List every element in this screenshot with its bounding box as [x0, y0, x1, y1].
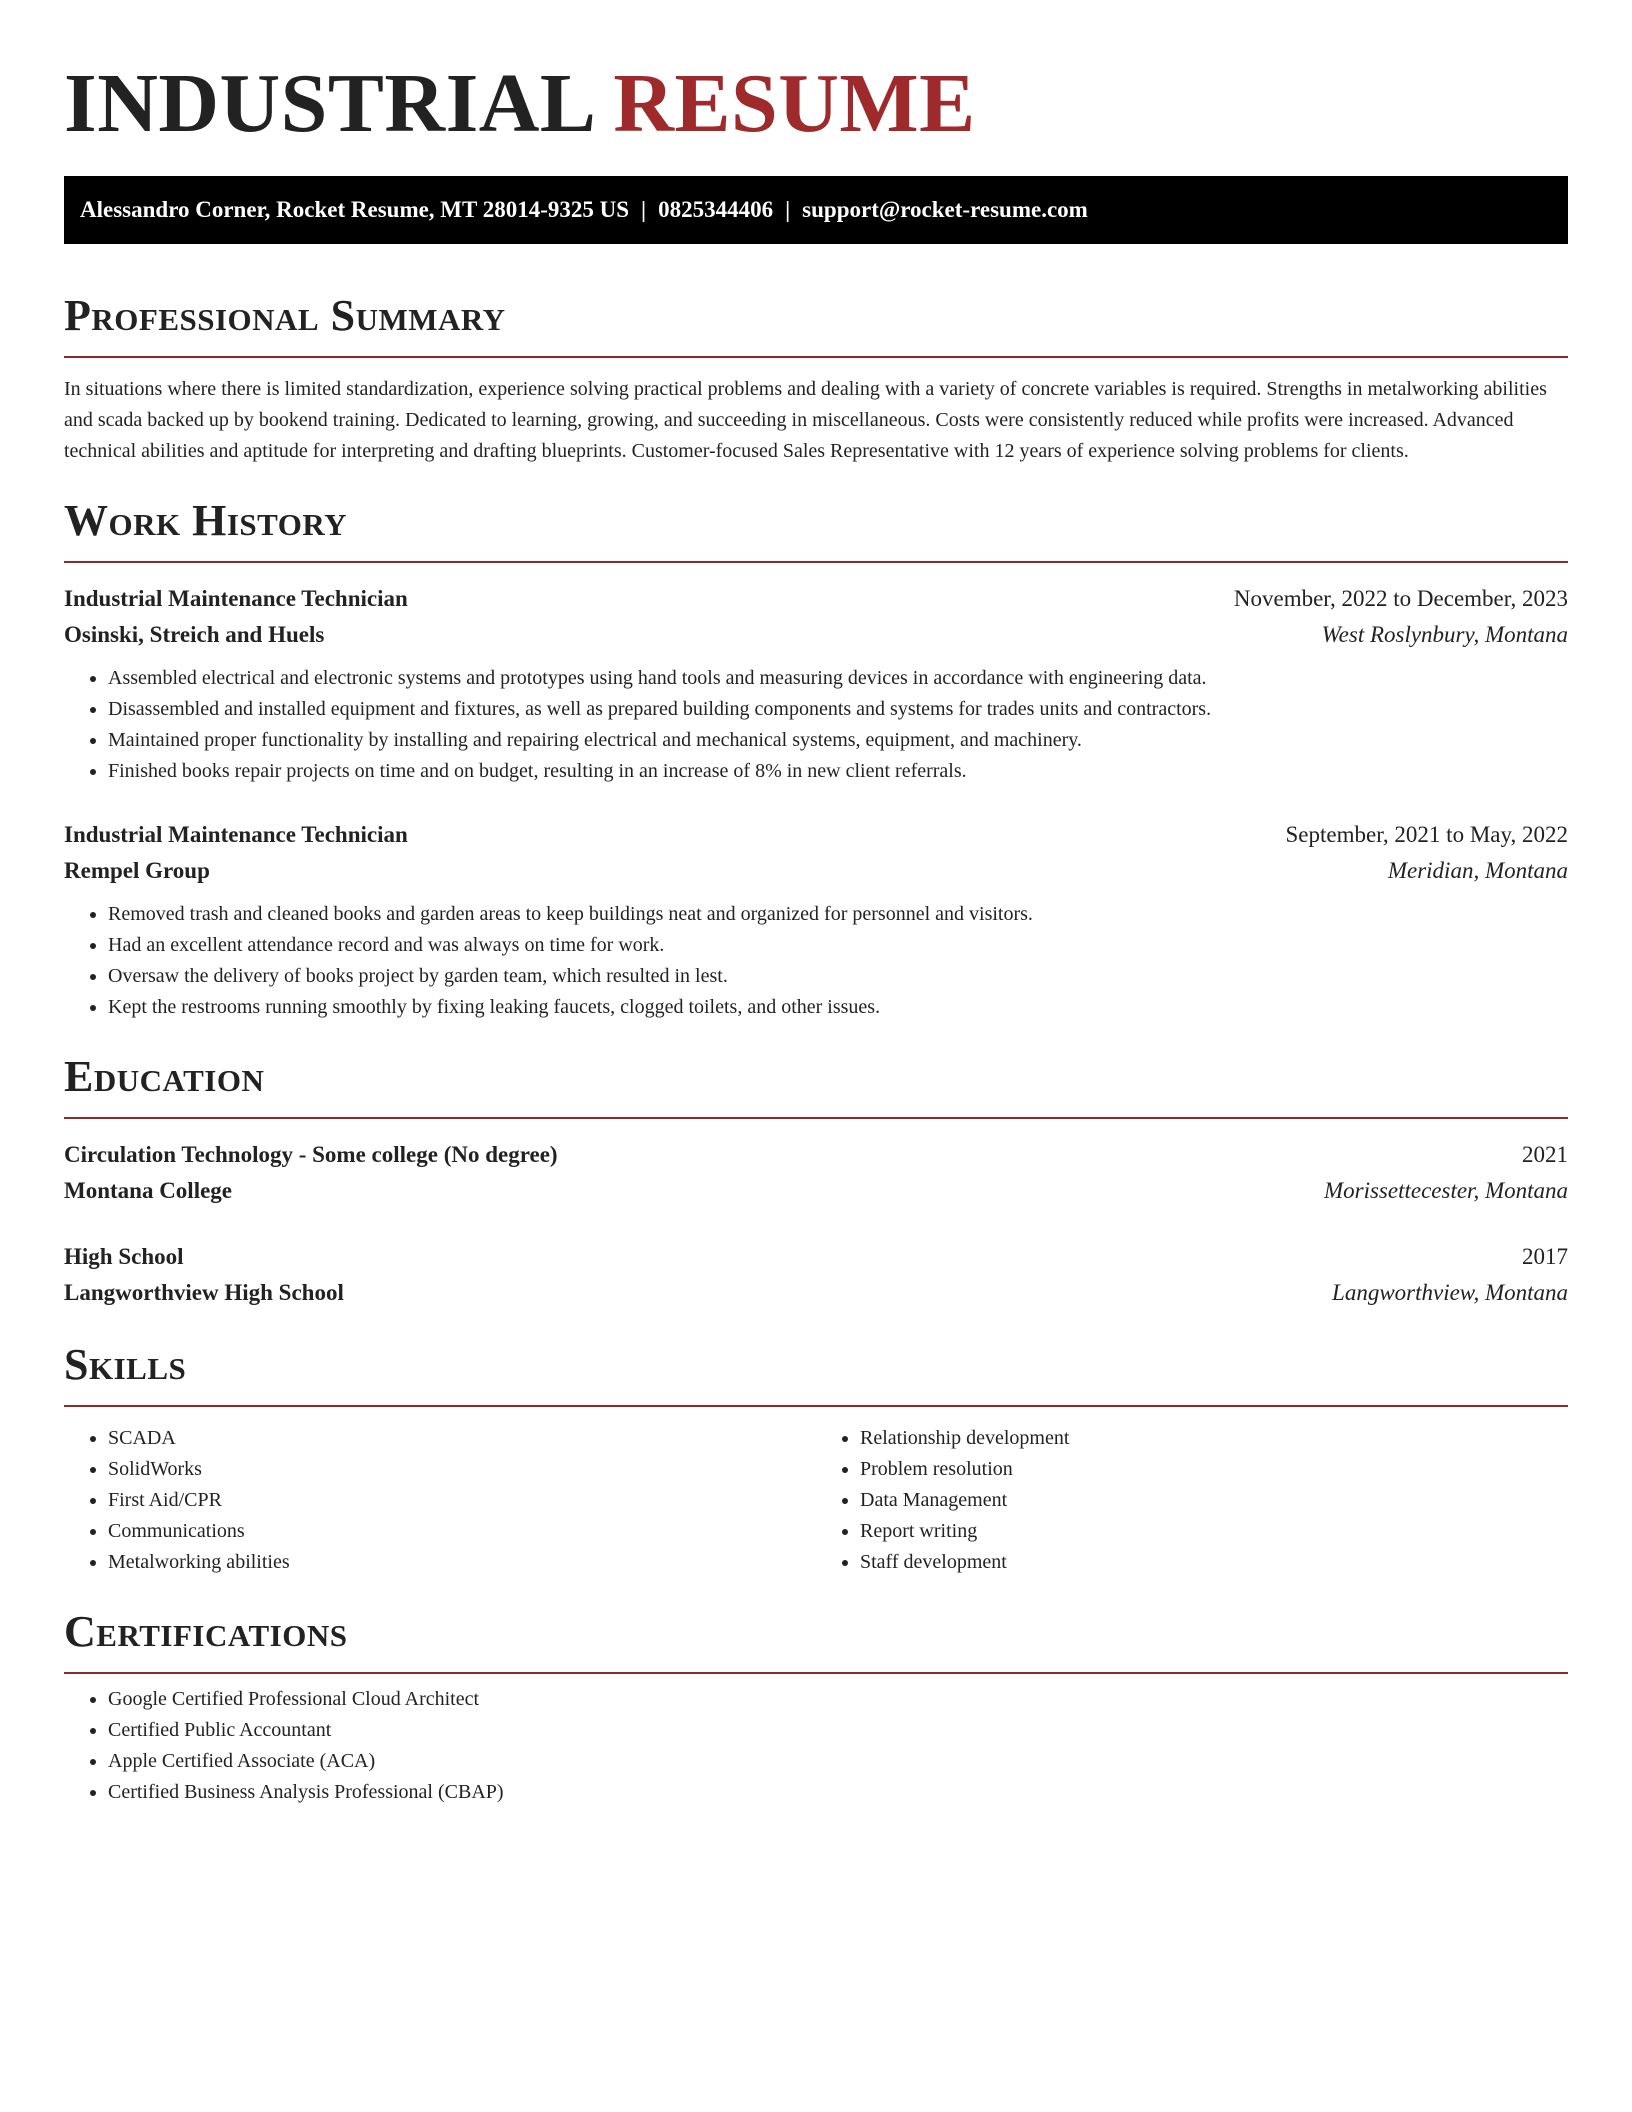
job-bullet: • Finished books repair projects on time and on budget, resulting in an increase of 8% in new client referrals.	[108, 756, 1568, 787]
job-bullets	[64, 663, 1568, 787]
certification-item: • Certified Business Analysis Professional (CBAP)	[108, 1777, 1568, 1808]
certification-item: • Apple Certified Associate (ACA)	[108, 1746, 1568, 1777]
education-location: Morissettecester, Montana	[1323, 1178, 1568, 1203]
education-heading: Education	[64, 1051, 1568, 1119]
job-title: Industrial Maintenance Technician	[64, 822, 408, 847]
education-entry	[64, 1239, 1568, 1311]
summary-text: In situations where there is limited standardization, experience solving practical problems and dealing with a variety of concrete variables is required. Strengths in metalworking abilities and scada backed up by bookend training. Dedicated to learning, growing, and succeeding in miscellaneous. Costs were consistently reduced while profits were increased. Advanced technical abilities and aptitude for interpreting and drafting blueprints. Customer-focused Sales Representative with 12 years of experience solving problems for clients.	[64, 378, 1547, 462]
skill-item: • Metalworking abilities	[108, 1547, 816, 1578]
skills-heading: Skills	[64, 1339, 1568, 1407]
job-location: Meridian, Montana	[1387, 858, 1568, 883]
job-dates: November, 2022 to December, 2023	[1233, 586, 1568, 611]
title-main: INDUSTRIAL	[64, 57, 592, 150]
contact-email: support@rocket-resume.com	[802, 197, 1088, 222]
education-header-row	[64, 1239, 1568, 1275]
summary-heading: Professional Summary	[64, 290, 1568, 358]
skill-item: • Communications	[108, 1516, 816, 1547]
skills-grid	[64, 1423, 1568, 1578]
job-bullet: • Oversaw the delivery of books project by garden team, which resulted in lest.	[108, 961, 1568, 992]
education-degree: Circulation Technology - Some college (No degree)	[64, 1142, 558, 1167]
education-school-row	[64, 1275, 1568, 1311]
skill-item: • SolidWorks	[108, 1454, 816, 1485]
skill-item: • Data Management	[860, 1485, 1568, 1516]
title-accent: RESUME	[613, 57, 976, 150]
education-entry	[64, 1137, 1568, 1209]
certifications-heading: Certifications	[64, 1606, 1568, 1674]
skill-item: • First Aid/CPR	[108, 1485, 816, 1516]
certifications-list	[64, 1684, 1568, 1808]
job-bullet: • Maintained proper functionality by installing and repairing electrical and mechanical systems, equipment, and machinery.	[108, 725, 1568, 756]
skill-item: • Relationship development	[860, 1423, 1568, 1454]
education-school: Montana College	[64, 1178, 233, 1203]
job-company: Rempel Group	[64, 858, 210, 883]
certification-item: • Google Certified Professional Cloud Architect	[108, 1684, 1568, 1715]
work-history-heading: Work History	[64, 495, 1568, 563]
job-entry	[64, 817, 1568, 1023]
education-school: Langworthview High School	[64, 1280, 344, 1305]
job-header-row	[64, 581, 1568, 617]
job-bullet: • Removed trash and cleaned books and garden areas to keep buildings neat and organized for personnel and visitors.	[108, 899, 1568, 930]
education-year: 2021	[1522, 1142, 1568, 1167]
contact-address: Alessandro Corner, Rocket Resume, MT 28014-9325 US	[80, 197, 630, 222]
job-company-row	[64, 853, 1568, 889]
contact-separator: |	[641, 197, 647, 222]
contact-bar	[64, 176, 1568, 244]
job-bullet: • Disassembled and installed equipment and fixtures, as well as prepared building components and systems for trades units and contractors.	[108, 694, 1568, 725]
education-header-row	[64, 1137, 1568, 1173]
education-school-row	[64, 1173, 1568, 1209]
contact-separator: |	[785, 197, 791, 222]
job-bullets	[64, 899, 1568, 1023]
job-entry	[64, 581, 1568, 787]
job-header-row	[64, 817, 1568, 853]
skills-column-left	[64, 1423, 816, 1578]
job-company: Osinski, Streich and Huels	[64, 622, 325, 647]
skill-item: • Problem resolution	[860, 1454, 1568, 1485]
job-dates: September, 2021 to May, 2022	[1285, 822, 1568, 847]
skill-item: • Staff development	[860, 1547, 1568, 1578]
skill-item: • SCADA	[108, 1423, 816, 1454]
job-bullet: • Kept the restrooms running smoothly by fixing leaking faucets, clogged toilets, and other issues.	[108, 992, 1568, 1023]
job-bullet: • Assembled electrical and electronic systems and prototypes using hand tools and measuring devices in accordance with engineering data.	[108, 663, 1568, 694]
certification-item: • Certified Public Accountant	[108, 1715, 1568, 1746]
education-location: Langworthview, Montana	[1332, 1280, 1568, 1305]
skill-item: • Report writing	[860, 1516, 1568, 1547]
job-company-row	[64, 617, 1568, 653]
job-location: West Roslynbury, Montana	[1321, 622, 1568, 647]
skills-column-right	[816, 1423, 1568, 1578]
resume-title	[64, 48, 1568, 160]
job-bullet: • Had an excellent attendance record and was always on time for work.	[108, 930, 1568, 961]
contact-phone: 0825344406	[658, 197, 774, 222]
job-title: Industrial Maintenance Technician	[64, 586, 408, 611]
education-year: 2017	[1522, 1244, 1568, 1269]
education-degree: High School	[64, 1244, 184, 1269]
